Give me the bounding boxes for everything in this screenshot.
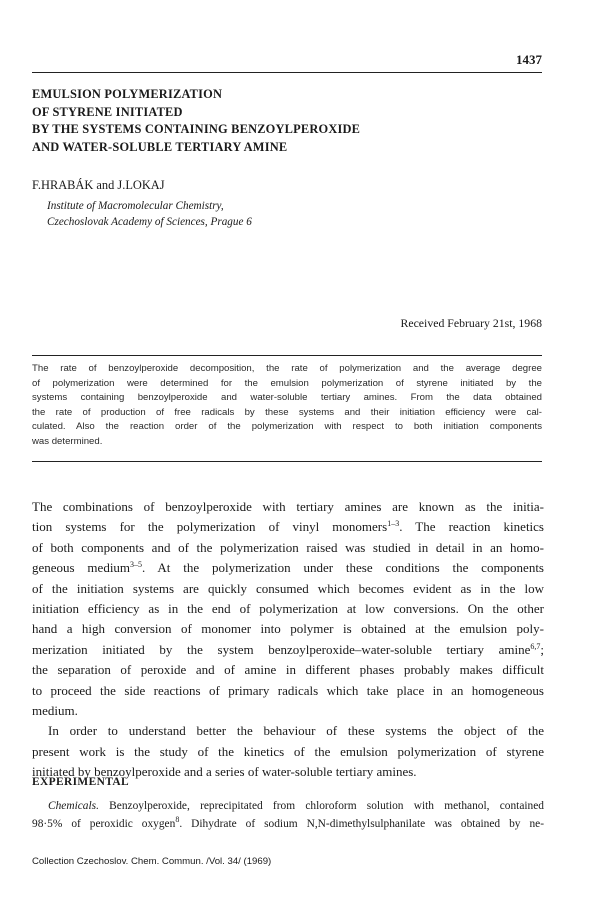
body-text-span: In order to understand better the behaviour of these systems the object of the [48,723,544,739]
body-text-span: medium. [32,703,78,719]
body-line [32,701,544,721]
body-line [32,599,544,619]
chemicals-label: Chemicals. [48,800,99,812]
body-line [32,681,544,701]
body-text-span: of both components and of the polymerization raised was studied in detail in an homo- [32,539,544,555]
title-line: EMULSION POLYMERIZATION [32,87,223,101]
body-line [32,660,544,680]
body-line [32,619,544,639]
journal-footer: Collection Czechoslov. Chem. Commun. /Vol. 34/ (1969) [32,856,272,867]
body-text-span: hand a high conversion of monomer into polymer is obtained at the emulsion poly- [32,621,544,637]
body-text-span: . The reaction kinetics [399,519,544,535]
abstract-line: The rate of benzoylperoxide decomposition, the rate of polymerization and the average degree [32,363,542,374]
abstract-rule-top [32,355,542,356]
body-text-span: tion systems for the polymerization of vinyl monomers [32,519,388,535]
body-line [32,558,544,578]
authors: F.HRABÁK and J.LOKAJ [32,178,165,192]
body-text-span: initiated by benzoylperoxide and a series of water-soluble tertiary amines. [32,764,417,780]
chemicals-text-span: Benzoylperoxide, reprecipitated from chloroform solution with methanol, contained [98,800,544,812]
body-text-span: to proceed the side reactions of primary radicals which take place in an homogeneous [32,682,544,698]
body-line [32,579,544,599]
section-heading: EXPERIMENTAL [32,776,129,788]
abstract-line: culated. Also the reaction order of the polymerization with respect to both initiation components [32,421,542,433]
body-text-span: the separation of peroxide and of amine in different phases probably makes difficult [32,662,544,678]
affiliation-line: Institute of Macromolecular Chemistry, [47,200,224,212]
page-number: 1437 [516,52,542,67]
header-rule [32,72,542,73]
body-line [32,497,544,517]
abstract-line: of polymerization were determined for the emulsion polymerization of styrene initiated by the [32,377,542,389]
body-text-span: merization initiated by the system benzoylperoxide–water-soluble tertiary amine [32,641,531,657]
chemicals-paragraph [32,798,544,833]
body-text-span: initiation efficiency as in the end of polymerization at low conversions. On the other [32,601,544,617]
abstract [32,362,542,450]
paper-title [32,86,552,156]
body-text-span: The combinations of benzoylperoxide with tertiary amines are known as the initia- [32,499,544,514]
body-line [32,742,544,762]
affiliation-line: Czechoslovak Academy of Sciences, Prague 6 [47,216,252,228]
chemicals-text-span: 98·5% of peroxidic oxygen [32,817,176,830]
received-date: Received February 21st, 1968 [400,316,542,330]
body-text [32,497,544,783]
body-text-span: present work is the study of the kinetics of the emulsion polymerization of styrene [32,743,544,759]
body-text-span: . At the polymerization under these conditions the components [142,560,544,576]
citation-superscript: 6,7 [530,641,541,651]
title-line: BY THE SYSTEMS CONTAINING BENZOYLPEROXIDE [32,122,361,136]
body-text-span: of the initiation systems are quickly consumed which becomes evident as in the low [32,580,544,596]
title-line: AND WATER-SOLUBLE TERTIARY AMINE [32,139,288,154]
body-line [32,538,544,558]
abstract-line: the rate of production of free radicals by these systems and their initiation efficiency were cal- [32,406,542,418]
body-text-span: geneous medium [32,560,131,576]
chemicals-line [32,798,544,816]
citation-superscript: 8 [175,814,180,824]
title-line: OF STYRENE INITIATED [32,104,183,119]
body-line [32,640,544,660]
citation-superscript: 3–5 [130,560,143,570]
body-text-span: ; [540,641,544,657]
body-line [32,517,544,537]
abstract-line: was determined. [32,435,103,447]
abstract-rule-bottom [32,461,542,462]
citation-superscript: 1–3 [387,519,400,529]
body-line [32,721,544,741]
chemicals-text-span: . Dihydrate of sodium N,N-dimethylsulphanilate was obtained by ne- [179,817,544,830]
abstract-line: systems containing benzoylperoxide and water-soluble tertiary amines. From the data obtained [32,392,542,404]
chemicals-line [32,816,544,834]
affiliation [47,198,252,230]
